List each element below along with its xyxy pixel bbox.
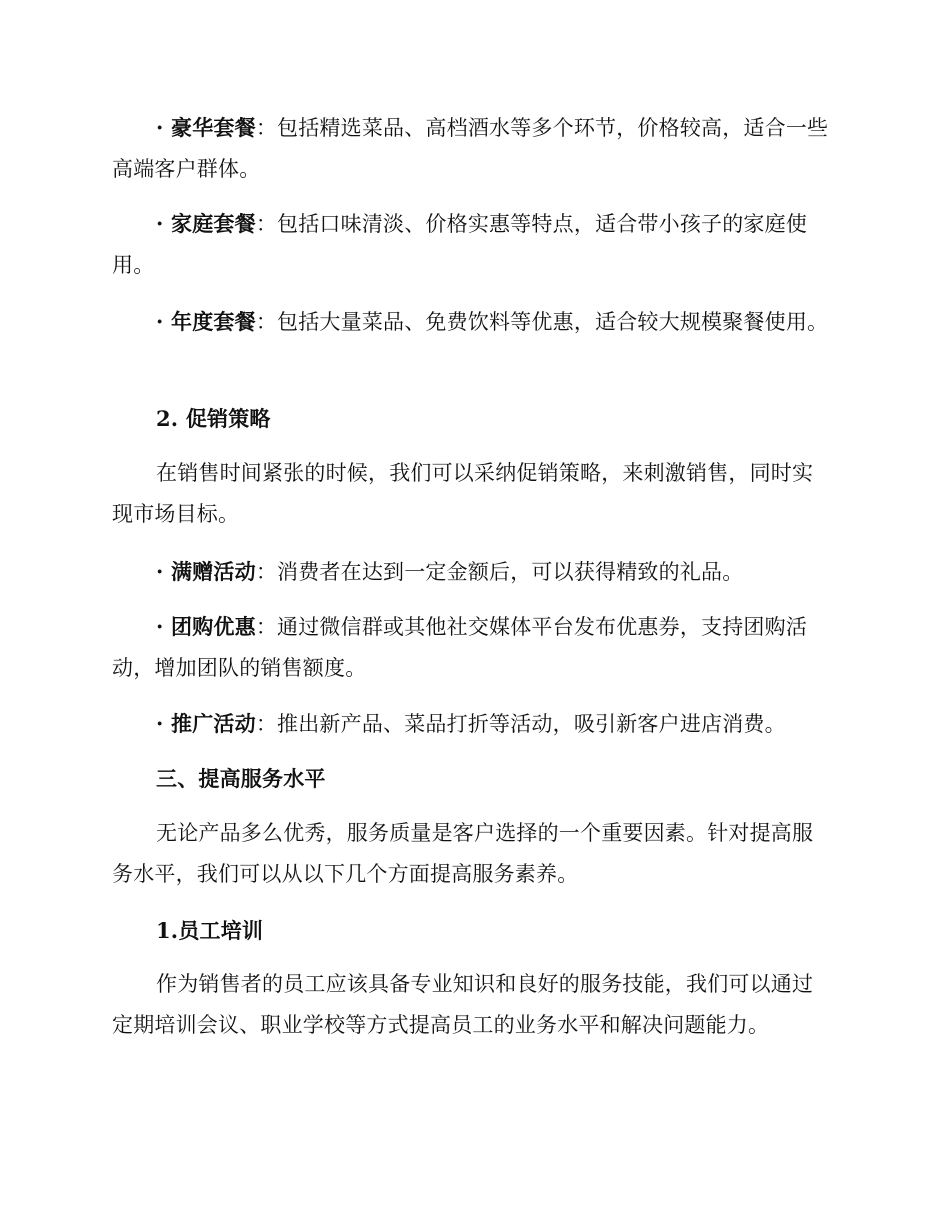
paragraph-promotion-intro: 在销售时间紧张的时候，我们可以采纳促销策略，来刺激销售，同时实现市场目标。 bbox=[112, 461, 814, 526]
bullet-family-package bbox=[112, 203, 832, 286]
bullet-label: · 推广活动 bbox=[156, 711, 256, 736]
bullet-text: ：通过微信群或其他社交媒体平台发布优惠券，支持团购活动，增加团队的销售额度。 bbox=[112, 615, 808, 680]
bullet-annual-package bbox=[112, 301, 832, 343]
bullet-group-buy bbox=[112, 606, 832, 689]
bullet-luxury-package bbox=[112, 107, 832, 190]
section-heading-service: 三、提高服务水平 bbox=[156, 766, 326, 791]
bullet-label: · 年度套餐 bbox=[156, 309, 256, 334]
bullet-label: · 家庭套餐 bbox=[156, 211, 256, 236]
bullet-gift-activity bbox=[112, 551, 832, 593]
paragraph-service-intro: 无论产品多么优秀，服务质量是客户选择的一个重要因素。针对提高服务水平，我们可以从以下几个方面提高服务素养。 bbox=[112, 821, 814, 886]
bullet-text: ：消费者在达到一定金额后，可以获得精致的礼品。 bbox=[255, 560, 744, 584]
bullet-text: ：包括口味清淡、价格实惠等特点，适合带小孩子的家庭使用。 bbox=[112, 212, 808, 277]
bullet-text: ：推出新产品、菜品打折等活动，吸引新客户进店消费。 bbox=[255, 712, 786, 736]
bullet-promotion-activity bbox=[112, 703, 832, 745]
bullet-text: ：包括大量菜品、免费饮料等优惠，适合较大规模聚餐使用。 bbox=[255, 310, 829, 334]
bullet-text: ：包括精选菜品、高档酒水等多个环节，价格较高，适合一些高端客户群体。 bbox=[112, 116, 829, 181]
bullet-label: · 豪华套餐 bbox=[156, 115, 256, 140]
bullet-label: · 满赠活动 bbox=[156, 559, 256, 584]
section-heading-promotion: 2. 促销策略 bbox=[156, 406, 271, 431]
paragraph-training: 作为销售者的员工应该具备专业知识和良好的服务技能，我们可以通过定期培训会议、职业学校等方式提高员工的业务水平和解决问题能力。 bbox=[112, 972, 814, 1037]
section-heading-training: 1.员工培训 bbox=[156, 918, 264, 943]
bullet-label: · 团购优惠 bbox=[156, 614, 256, 639]
